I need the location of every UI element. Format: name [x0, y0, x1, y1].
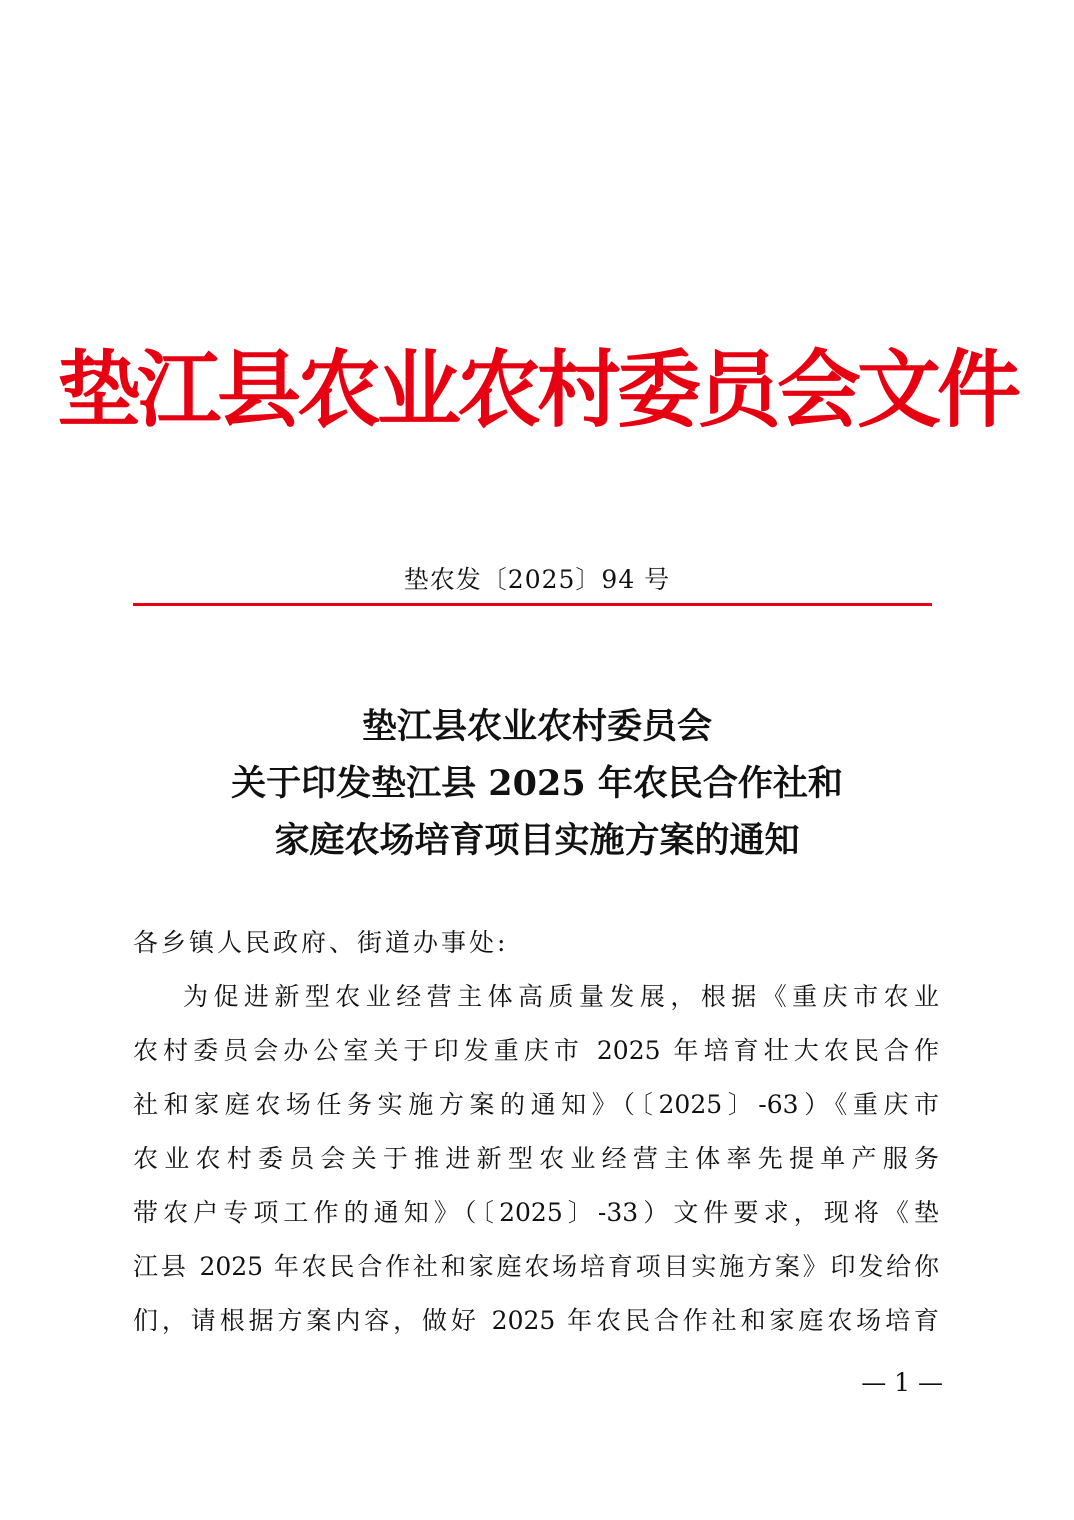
body-line: 社和家庭农场任务实施方案的通知》（〔2025〕-63）《重庆市 — [133, 1090, 939, 1119]
title-line-3: 家庭农场培育项目实施方案的通知 — [274, 820, 800, 861]
body-line: 带农户专项工作的通知》（〔2025〕-33）文件要求，现将《垫 — [133, 1198, 939, 1227]
body-line: 们，请根据方案内容，做好 2025 年农民合作社和家庭农场培育 — [133, 1306, 939, 1335]
red-divider-rule — [133, 603, 932, 606]
salutation: 各乡镇人民政府、街道办事处: — [133, 928, 509, 957]
document-number: 垫农发〔2025〕94 号 — [403, 565, 671, 594]
body-line: 为促进新型农业经营主体高质量发展，根据《重庆市农业 — [183, 982, 939, 1011]
body-line: 江县 2025 年农民合作社和家庭农场培育项目实施方案》印发给你 — [133, 1252, 939, 1281]
document-title — [0, 698, 1074, 869]
body-line: 农业农村委员会关于推进新型农业经营主体率先提单产服务 — [133, 1144, 939, 1173]
body-line: 农村委员会办公室关于印发重庆市 2025 年培育壮大农民合作 — [133, 1036, 939, 1065]
title-line-2: 关于印发垫江县 2025 年农民合作社和 — [231, 763, 843, 804]
body-text — [133, 979, 939, 1357]
page-number: — 1 — — [861, 1368, 943, 1397]
issuer-header: 垫江县农业农村委员会文件 — [56, 340, 1017, 439]
title-line-1: 垫江县农业农村委员会 — [361, 706, 712, 747]
